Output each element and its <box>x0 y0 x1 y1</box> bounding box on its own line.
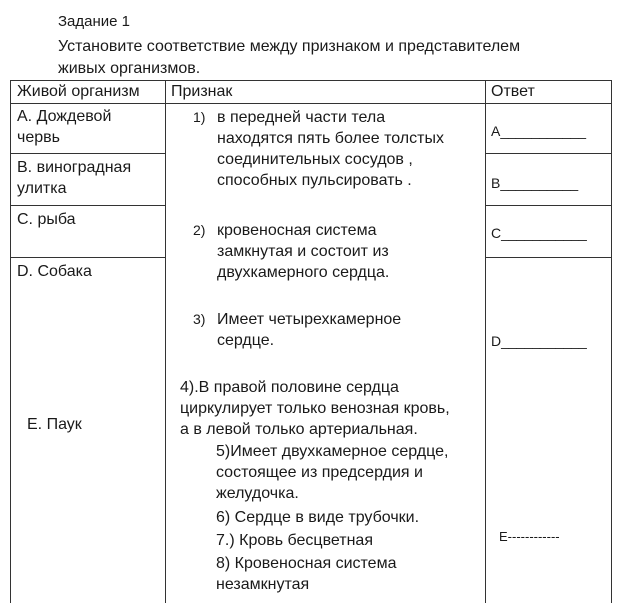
organism-a-line-1: А. Дождевой <box>17 108 112 125</box>
column-divider <box>165 80 166 603</box>
table-border-left <box>10 80 11 603</box>
feature-3-line-2: сердце. <box>217 332 275 349</box>
header-answer: Ответ <box>491 83 535 100</box>
table-border-top <box>10 80 612 81</box>
organism-row-divider <box>10 153 166 154</box>
organism-b-line-1: В. виноградная <box>17 159 132 176</box>
header-organism: Живой организм <box>17 83 140 100</box>
feature-7: 7.) Кровь бесцветная <box>216 532 373 549</box>
feature-1-line-2: находятся пять более толстых <box>217 130 444 147</box>
organism-b-line-2: улитка <box>17 180 67 197</box>
feature-2-line-3: двухкамерного сердца. <box>217 264 390 281</box>
feature-1-line-3: соединительных сосудов , <box>217 151 413 168</box>
feature-4-line-3: а в левой только артериальная. <box>180 421 418 438</box>
organism-row-divider <box>10 205 166 206</box>
task-instruction-line-2: живых организмов. <box>58 60 201 77</box>
table-border-right <box>611 80 612 603</box>
column-divider <box>485 80 486 603</box>
organism-row-divider <box>10 257 166 258</box>
answer-c-blank[interactable]: C___________ <box>491 225 587 241</box>
feature-4-line-2: циркулирует только венозная кровь, <box>180 400 450 417</box>
answer-row-divider <box>485 205 612 206</box>
organism-d: D. Собака <box>17 263 92 280</box>
feature-8-line-1: 8) Кровеносная система <box>216 555 397 572</box>
answer-row-divider <box>485 257 612 258</box>
feature-6: 6) Сердце в виде трубочки. <box>216 509 420 526</box>
header-row-divider <box>10 103 612 104</box>
header-feature: Признак <box>171 83 233 100</box>
feature-4-line-1: 4).В правой половине сердца <box>180 379 399 396</box>
answer-e-blank[interactable]: E------------ <box>499 529 560 544</box>
task-title: Задание 1 <box>58 13 131 30</box>
feature-3-line-1: Имеет четырехкамерное <box>217 311 402 328</box>
answer-a-blank[interactable]: A___________ <box>491 123 586 139</box>
answer-b-blank[interactable]: B__________ <box>491 175 579 191</box>
answer-row-divider <box>485 153 612 154</box>
feature-5-line-3: желудочка. <box>216 485 299 502</box>
feature-1-line-1: в передней части тела <box>217 109 386 126</box>
feature-5-line-2: состоящее из предсердия и <box>216 464 423 481</box>
feature-1-line-4: способных пульсировать . <box>217 172 412 189</box>
feature-2-line-2: замкнутая и состоит из <box>217 243 389 260</box>
organism-a-line-2: червь <box>17 129 60 146</box>
answer-d-blank[interactable]: D___________ <box>491 333 587 349</box>
feature-3-number: 3) <box>193 311 206 327</box>
feature-5-line-1: 5)Имеет двухкамерное сердце, <box>216 443 449 460</box>
feature-8-line-2: незамкнутая <box>216 576 310 593</box>
feature-2-line-1: кровеносная система <box>217 222 377 239</box>
feature-1-number: 1) <box>193 109 206 125</box>
organism-c: С. рыба <box>17 211 76 228</box>
feature-2-number: 2) <box>193 222 206 238</box>
task-instruction-line-1: Установите соответствие между признаком и представителем <box>58 38 521 55</box>
organism-e: Е. Паук <box>27 416 82 433</box>
